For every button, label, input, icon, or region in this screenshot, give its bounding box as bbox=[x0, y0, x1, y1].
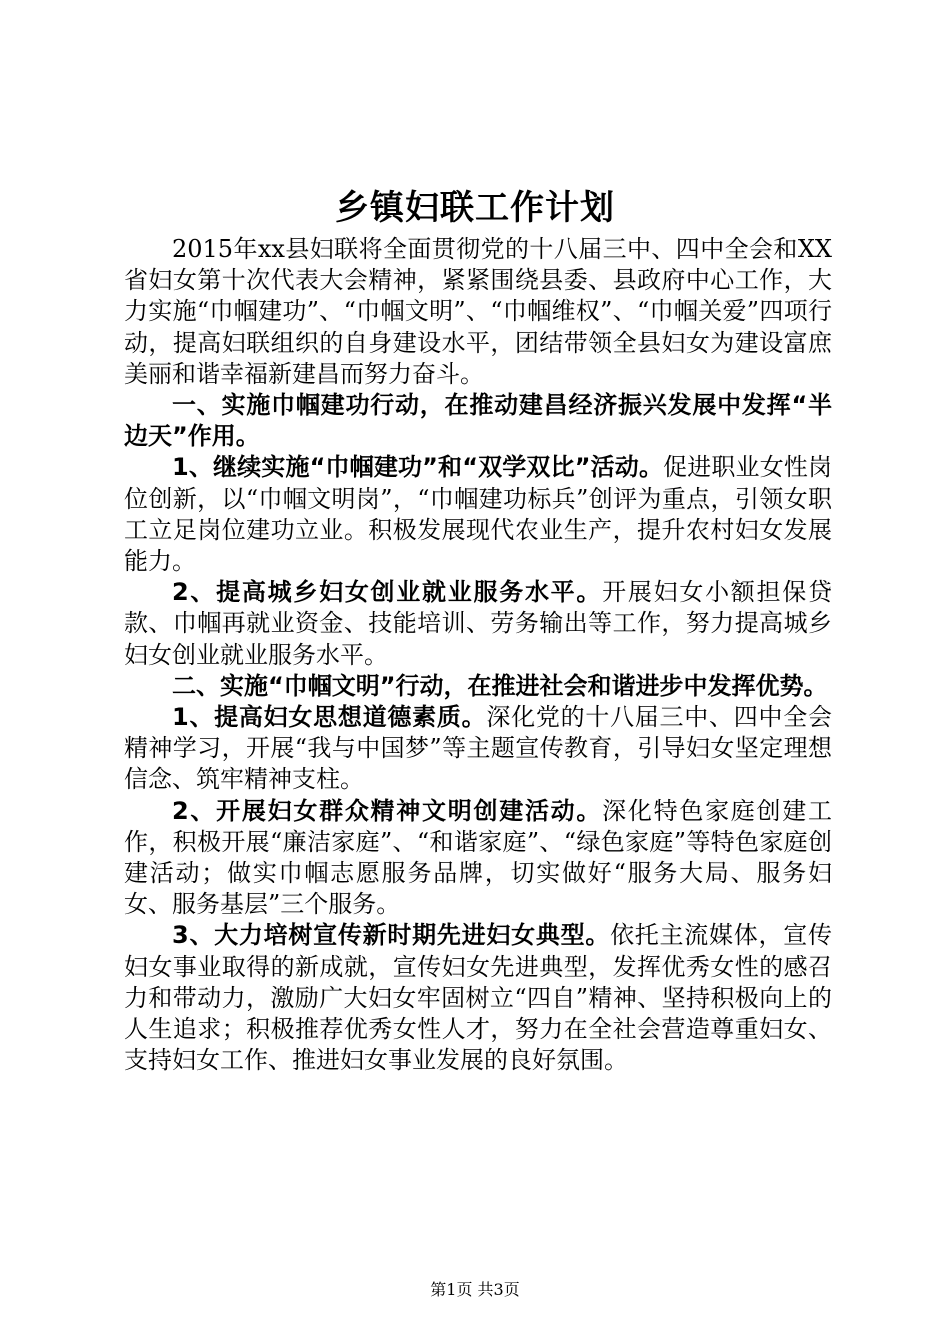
section-2-item-1-lead: 1、提高妇女思想道德素质。 bbox=[172, 703, 487, 732]
intro-paragraph: 2015年xx县妇联将全面贯彻党的十八届三中、四中全会和XX省妇女第十次代表大会精神，紧紧围绕县委、县政府中心工作，大力实施“巾帼建功”、“巾帼文明”、“巾帼维权”、“巾帼关爱”四项行动，提高妇联组织的自身建设水平，团结带领全县妇女为建设富庶美丽和谐幸福新建昌而努力奋斗。 bbox=[124, 235, 832, 388]
section-2-item-3 bbox=[124, 920, 832, 1076]
section-1-heading: 一、实施巾帼建功行动，在推动建昌经济振兴发展中发挥“半边天”作用。 bbox=[124, 391, 832, 451]
section-1-item-2-text: 开展妇女小额担保贷款、巾帼再就业资金、技能培训、劳务输出等工作，努力提高城乡妇女创业就业服务水平。 bbox=[124, 578, 832, 669]
page-footer: 第1页 共3页 bbox=[430, 1280, 520, 1299]
section-1-item-2 bbox=[124, 577, 832, 671]
document-body bbox=[124, 234, 832, 1076]
section-2-item-1-text: 深化党的十八届三中、四中全会精神学习，开展“我与中国梦”等主题宣传教育，引导妇女坚定理想信念、筑牢精神支柱。 bbox=[124, 703, 833, 794]
section-2-heading: 二、实施“巾帼文明”行动，在推进社会和谐进步中发挥优势。 bbox=[172, 671, 828, 700]
section-2-item-3-text: 依托主流媒体，宣传妇女事业取得的新成就，宣传妇女先进典型，发挥优秀女性的感召力和带动力，激励广大妇女牢固树立“四自”精神、坚持积极向上的人生追求；积极推荐优秀女性人才，努力在全社会营造尊重妇女、支持妇女工作、推进妇女事业发展的良好氛围。 bbox=[124, 921, 832, 1075]
section-2-item-2-text: 深化特色家庭创建工作，积极开展“廉洁家庭”、“和谐家庭”、“绿色家庭”等特色家庭创建活动；做实巾帼志愿服务品牌，切实做好“服务大局、服务妇女、服务基层”三个服务。 bbox=[124, 796, 832, 919]
section-1-item-1 bbox=[124, 452, 832, 577]
section-1-item-1-text: 促进职业女性岗位创新，以“巾帼文明岗”，“巾帼建功标兵”创评为重点，引领女职工立足岗位建功立业。积极发展现代农业生产，提升农村妇女发展能力。 bbox=[124, 453, 833, 576]
section-2-item-2 bbox=[124, 796, 832, 921]
section-2-item-1 bbox=[124, 702, 832, 796]
document-title: 乡镇妇联工作计划 bbox=[335, 188, 615, 228]
section-2-item-2-lead: 2、开展妇女群众精神文明创建活动。 bbox=[172, 796, 603, 825]
section-1-item-2-lead: 2、提高城乡妇女创业就业服务水平。 bbox=[172, 578, 603, 607]
section-2-item-3-lead: 3、大力培树宣传新时期先进妇女典型。 bbox=[172, 921, 611, 950]
section-1-item-1-lead: 1、继续实施“巾帼建功”和“双学双比”活动。 bbox=[172, 453, 664, 482]
